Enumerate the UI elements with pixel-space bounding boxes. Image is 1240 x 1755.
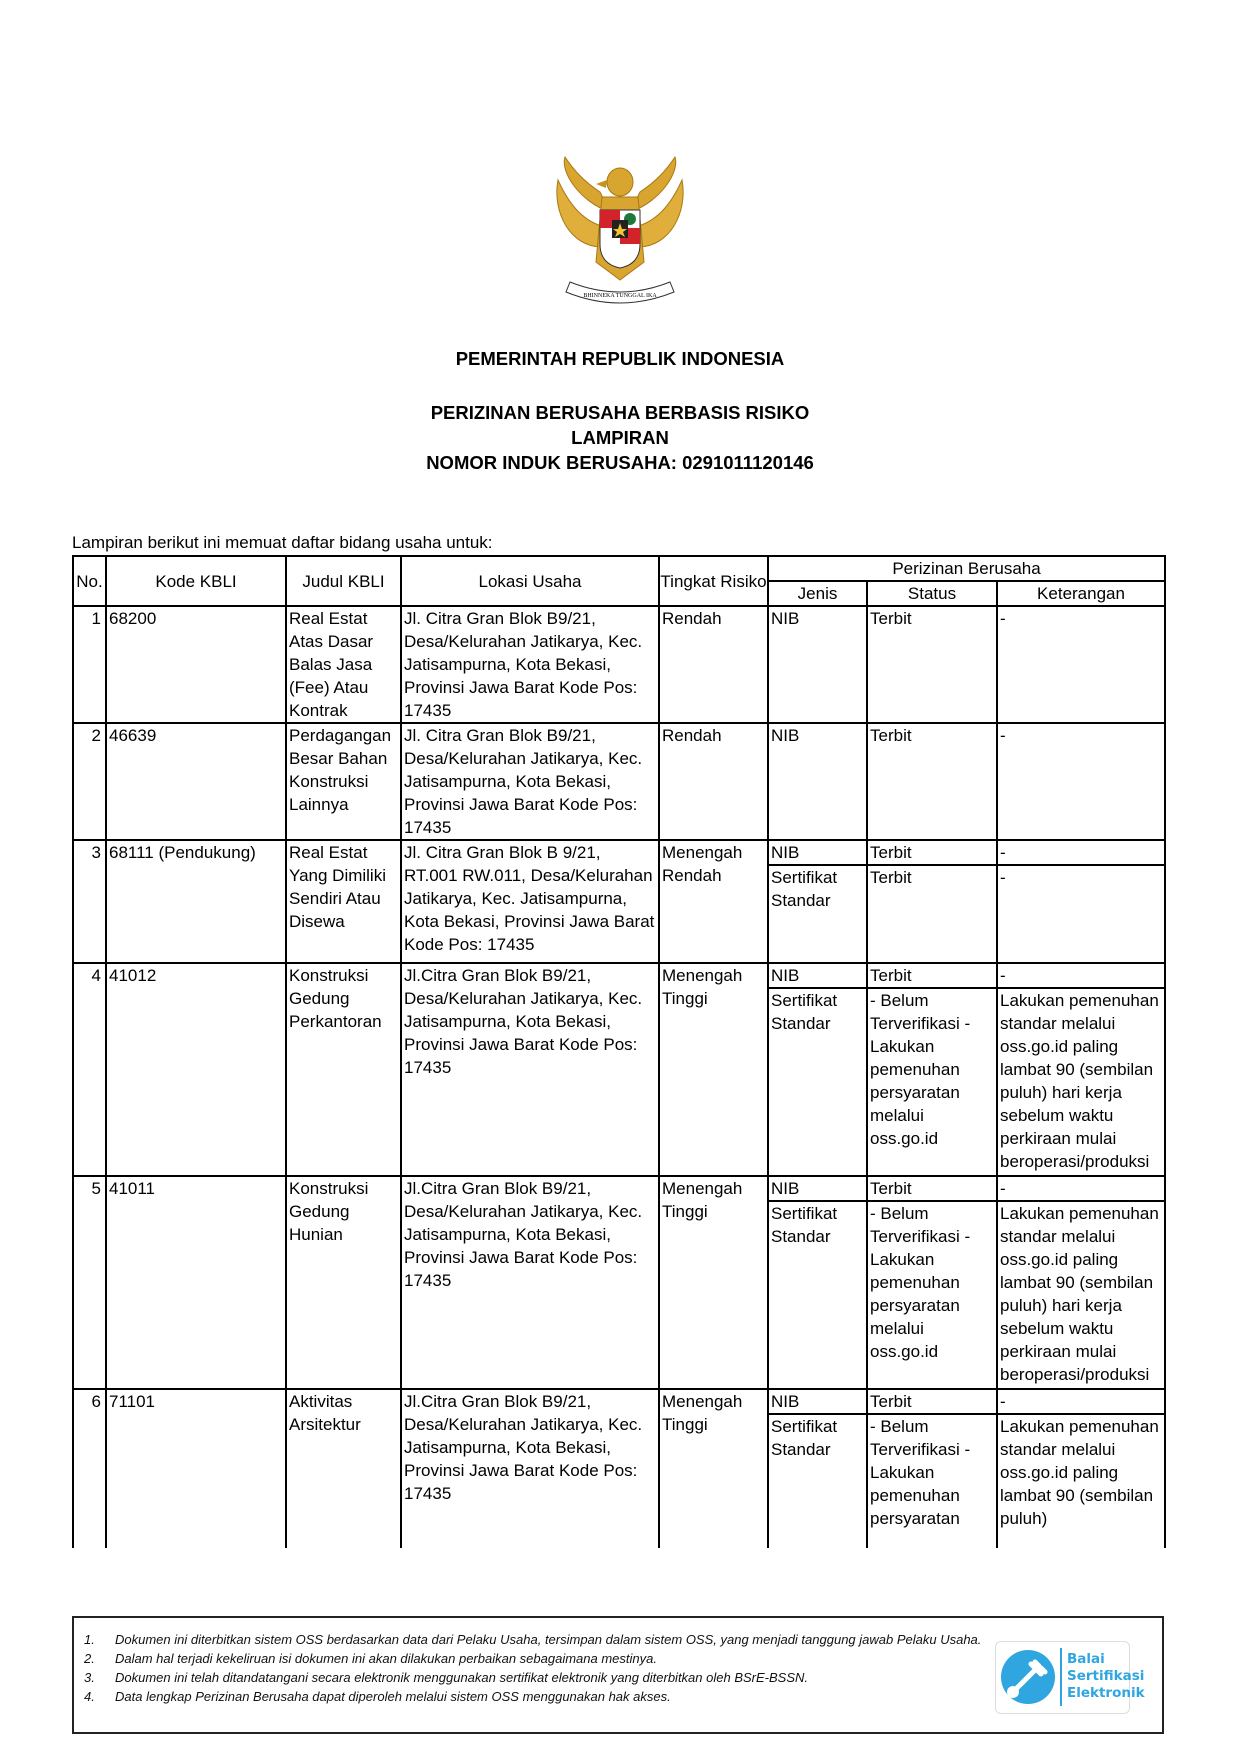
note-text: Dokumen ini telah ditandatangani secara elektronik menggunakan sertifikat elektronik yang diterbitkan oleh BSrE-BSSN. (115, 1670, 808, 1685)
cell-jenis: Sertifikat Standar (768, 988, 867, 1176)
cell-lokasi-usaha: Jl. Citra Gran Blok B 9/21, RT.001 RW.011, Desa/Kelurahan Jatikarya, Kec. Jatisampurna, Kota Bekasi, Provinsi Jawa Barat Kode Pos: 17435 (401, 840, 659, 963)
cell-no: 5 (73, 1176, 106, 1389)
cell-jenis: NIB (768, 723, 867, 840)
cell-jenis: Sertifikat Standar (768, 1201, 867, 1389)
header-lokasi-usaha: Lokasi Usaha (401, 556, 659, 606)
header-keterangan: Keterangan (997, 581, 1165, 606)
cell-tingkat-risiko: Menengah Rendah (659, 840, 768, 963)
header-no: No. (73, 556, 106, 606)
cell-lokasi-usaha: Jl.Citra Gran Blok B9/21, Desa/Kelurahan Jatikarya, Kec. Jatisampurna, Kota Bekasi, Provinsi Jawa Barat Kode Pos: 17435 (401, 1389, 659, 1548)
note-number: 4. (84, 1689, 95, 1704)
nib-number: NOMOR INDUK BERUSAHA: 0291011120146 (426, 452, 814, 473)
cell-status: Terbit (867, 1176, 997, 1201)
cell-status: Terbit (867, 1389, 997, 1414)
cell-lokasi-usaha: Jl.Citra Gran Blok B9/21, Desa/Kelurahan Jatikarya, Kec. Jatisampurna, Kota Bekasi, Provinsi Jawa Barat Kode Pos: 17435 (401, 1176, 659, 1389)
footer-note (84, 1668, 984, 1687)
emblem-motto: BHINNEKA TUNGGAL IKA (583, 293, 657, 299)
cell-keterangan: - (997, 1389, 1165, 1414)
cell-kode-kbli: 46639 (106, 723, 286, 840)
intro-text: Lampiran berikut ini memuat daftar bidang usaha untuk: (72, 533, 493, 552)
footer-note (84, 1649, 984, 1668)
cell-keterangan: - (997, 963, 1165, 988)
cell-judul-kbli: Real Estat Yang Dimiliki Sendiri Atau Disewa (286, 840, 401, 963)
key-icon (1001, 1650, 1055, 1704)
cell-no: 3 (73, 840, 106, 963)
cell-kode-kbli: 41012 (106, 963, 286, 1176)
cell-judul-kbli: Konstruksi Gedung Perkantoran (286, 963, 401, 1176)
cell-keterangan: Lakukan pemenuhan standar melalui oss.go.id paling lambat 90 (sembilan puluh) hari kerja sebelum waktu perkiraan mulai beroperasi/produksi (997, 1201, 1165, 1389)
note-text: Data lengkap Perizinan Berusaha dapat diperoleh melalui sistem OSS menggunakan hak akses. (115, 1689, 671, 1704)
logo-line-1: Balai (1067, 1651, 1105, 1667)
cell-keterangan: - (997, 840, 1165, 865)
header-status: Status (867, 581, 997, 606)
cell-tingkat-risiko: Menengah Tinggi (659, 963, 768, 1176)
document-subtitle: LAMPIRAN (571, 427, 669, 448)
cell-no: 1 (73, 606, 106, 723)
cell-tingkat-risiko: Rendah (659, 723, 768, 840)
document-title: PERIZINAN BERUSAHA BERBASIS RISIKO (430, 402, 810, 423)
cell-status: - Belum Terverifikasi - Lakukan pemenuhan persyaratan (867, 1414, 997, 1548)
note-number: 2. (84, 1651, 95, 1666)
table-row (73, 723, 1165, 840)
cell-kode-kbli: 68200 (106, 606, 286, 723)
cell-status: Terbit (867, 723, 997, 840)
cell-keterangan: Lakukan pemenuhan standar melalui oss.go.id paling lambat 90 (sembilan puluh) hari kerja sebelum waktu perkiraan mulai beroperasi/produksi (997, 988, 1165, 1176)
header-jenis: Jenis (768, 581, 867, 606)
cell-lokasi-usaha: Jl. Citra Gran Blok B9/21, Desa/Kelurahan Jatikarya, Kec. Jatisampurna, Kota Bekasi, Provinsi Jawa Barat Kode Pos: 17435 (401, 606, 659, 723)
note-text: Dokumen ini diterbitkan sistem OSS berdasarkan data dari Pelaku Usaha, tersimpan dalam sistem OSS, yang menjadi tanggung jawab Pelaku Usaha. (115, 1632, 982, 1647)
table-row (73, 606, 1165, 723)
government-heading: PEMERINTAH REPUBLIK INDONESIA (455, 348, 785, 369)
cell-no: 6 (73, 1389, 106, 1548)
cell-status: Terbit (867, 840, 997, 865)
cell-keterangan: - (997, 723, 1165, 840)
cell-status: Terbit (867, 963, 997, 988)
table-row (73, 840, 1165, 865)
footer-note (84, 1687, 984, 1706)
garuda-emblem (540, 152, 700, 317)
cell-lokasi-usaha: Jl. Citra Gran Blok B9/21, Desa/Kelurahan Jatikarya, Kec. Jatisampurna, Kota Bekasi, Provinsi Jawa Barat Kode Pos: 17435 (401, 723, 659, 840)
note-number: 3. (84, 1670, 95, 1685)
logo-line-2: Sertifikasi (1067, 1668, 1145, 1684)
cell-status: - Belum Terverifikasi - Lakukan pemenuhan persyaratan melalui oss.go.id (867, 1201, 997, 1389)
cell-kode-kbli: 71101 (106, 1389, 286, 1548)
cell-judul-kbli: Konstruksi Gedung Hunian (286, 1176, 401, 1389)
bsre-logo (995, 1641, 1145, 1714)
cell-status: Terbit (867, 865, 997, 963)
document-title-block (0, 400, 1240, 475)
cell-lokasi-usaha: Jl.Citra Gran Blok B9/21, Desa/Kelurahan Jatikarya, Kec. Jatisampurna, Kota Bekasi, Provinsi Jawa Barat Kode Pos: 17435 (401, 963, 659, 1176)
cell-keterangan: Lakukan pemenuhan standar melalui oss.go.id paling lambat 90 (sembilan puluh) (997, 1414, 1165, 1548)
logo-divider (1060, 1648, 1062, 1706)
cell-judul-kbli: Real Estat Atas Dasar Balas Jasa (Fee) Atau Kontrak (286, 606, 401, 723)
cell-jenis: NIB (768, 1176, 867, 1201)
table-row (73, 1389, 1165, 1414)
footer-notes-list (84, 1630, 984, 1706)
footer-note (84, 1630, 984, 1649)
cell-judul-kbli: Aktivitas Arsitektur (286, 1389, 401, 1548)
cell-status: - Belum Terverifikasi - Lakukan pemenuhan persyaratan melalui oss.go.id (867, 988, 997, 1176)
cell-jenis: NIB (768, 840, 867, 865)
cell-keterangan: - (997, 865, 1165, 963)
note-text: Dalam hal terjadi kekeliruan isi dokumen ini akan dilakukan perbaikan sebagaimana mestinya. (115, 1651, 657, 1666)
header-tingkat-risiko: Tingkat Risiko (659, 556, 768, 606)
table-row (73, 963, 1165, 988)
cell-jenis: Sertifikat Standar (768, 865, 867, 963)
logo-line-3: Elektronik (1067, 1685, 1145, 1701)
cell-kode-kbli: 41011 (106, 1176, 286, 1389)
cell-jenis: NIB (768, 606, 867, 723)
cell-kode-kbli: 68111 (Pendukung) (106, 840, 286, 963)
header-judul-kbli: Judul KBLI (286, 556, 401, 606)
table-row (73, 1176, 1165, 1201)
cell-judul-kbli: Perdagangan Besar Bahan Konstruksi Lainnya (286, 723, 401, 840)
header-kode-kbli: Kode KBLI (106, 556, 286, 606)
cell-tingkat-risiko: Menengah Tinggi (659, 1389, 768, 1548)
cell-jenis: NIB (768, 963, 867, 988)
business-field-table (72, 555, 1166, 1548)
cell-tingkat-risiko: Rendah (659, 606, 768, 723)
cell-jenis: Sertifikat Standar (768, 1414, 867, 1548)
cell-tingkat-risiko: Menengah Tinggi (659, 1176, 768, 1389)
cell-no: 4 (73, 963, 106, 1176)
cell-jenis: NIB (768, 1389, 867, 1414)
cell-status: Terbit (867, 606, 997, 723)
cell-keterangan: - (997, 1176, 1165, 1201)
note-number: 1. (84, 1632, 95, 1647)
cell-no: 2 (73, 723, 106, 840)
cell-keterangan: - (997, 606, 1165, 723)
bsre-logo-text (1067, 1651, 1145, 1702)
header-perizinan-berusaha: Perizinan Berusaha (768, 556, 1165, 581)
